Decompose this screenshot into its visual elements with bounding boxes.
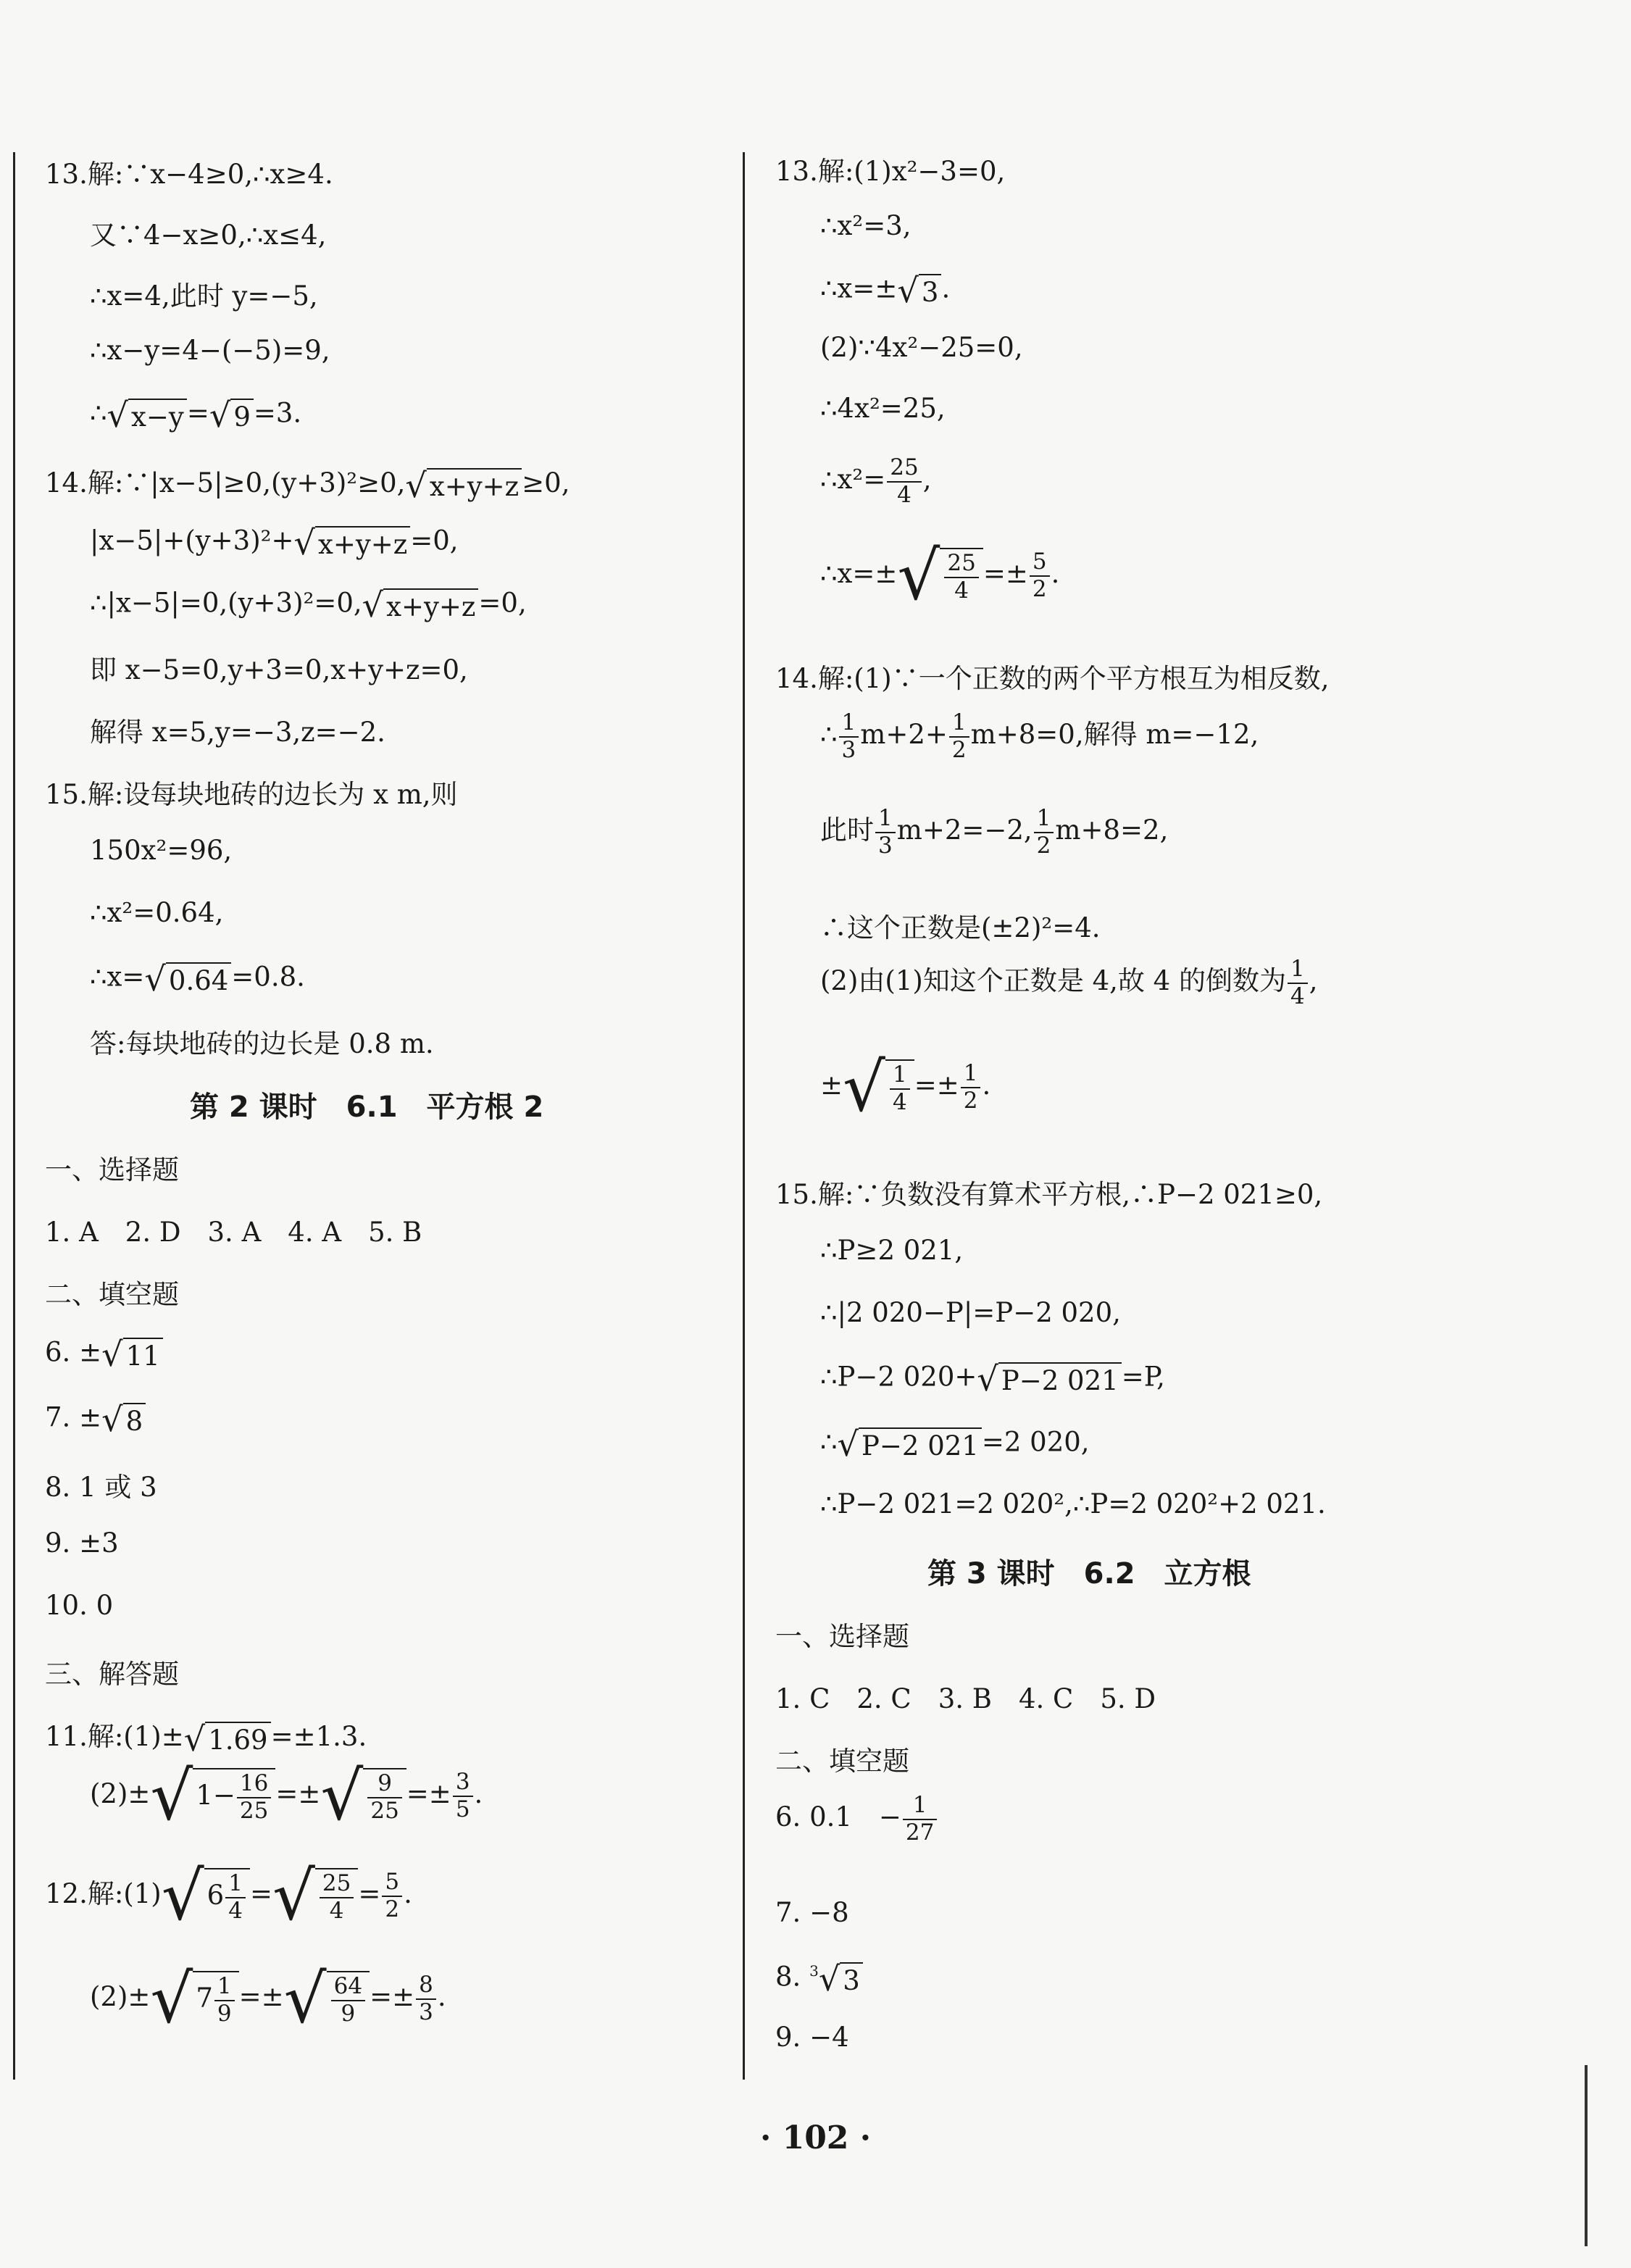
answer-13-line5: ∴√ x−y =√ 9 =3. [90,396,302,435]
answer-13-line4: ∴x−y=4−(−5)=9, [90,335,330,366]
answer-15-line5: ∴√ P−2 021 =2 020, [820,1425,1090,1464]
section-solve-heading: 三、解答题 [45,1659,179,1690]
fraction: $\frac{1}{4}$ [890,1062,910,1115]
page-number: · 102 · [759,2119,872,2156]
answer-14-line1: 14.解:∵|x−5|≥0,(y+3)²≥0,√ x+y+z ≥0, [45,465,570,505]
fill-answer-7: 7. −8 [775,1897,849,1928]
answer-13-line1: 13.解:(1)x²−3=0, [775,156,1006,187]
answer-15-line3: ∴|2 020−P|=P−2 020, [820,1297,1121,1328]
answer-13-line3: ∴x=4,此时 y=−5, [90,280,318,312]
section-2-title: 第 2 课时 6.1 平方根 2 [190,1091,544,1124]
section-3-title: 第 3 课时 6.2 立方根 [927,1557,1251,1590]
fraction: $\frac{8}{3}$ [416,1972,436,2025]
answer-13-line7: ∴x=±√ $\frac{25}{4}$ =± $\frac{5}{2}$ . [820,536,1060,615]
radical: √ x+y+z [405,466,522,505]
answer-13-line5: ∴4x²=25, [820,393,946,424]
answer-15-line1: 15.解:∵负数没有算术平方根,∴P−2 021≥0, [775,1179,1323,1210]
answer-15-line4: ∴x=√ 0.64 =0.8. [90,959,305,998]
fraction: $\frac{1}{9}$ [214,1974,235,2027]
answer-14-line3: ∴|x−5|=0,(y+3)²=0,√ x+y+z =0, [90,585,527,625]
radical: √ $\frac{64}{9}$ [284,1971,370,2027]
radical: √ x−y [107,396,187,435]
answer-15-line3: ∴x²=0.64, [90,897,224,928]
answer-13-line4: (2)∵4x²−25=0, [820,332,1023,363]
fraction: $\frac{1}{2}$ [961,1061,981,1114]
fraction: $\frac{25}{4}$ [887,455,921,508]
answer-14-line4: ∴这个正数是(±2)²=4. [820,912,1101,943]
radical: √ 3 [897,271,941,310]
column-divider [743,152,745,2080]
radical: √ 8 [101,1400,146,1439]
fill-answer-7: 7. ±√ 8 [45,1400,146,1439]
radical: √ $\frac{1}{4}$ [843,1059,914,1115]
left-margin-rule [13,152,15,2080]
fill-answer-8: 8. $^3$√ 3 [775,1959,863,1998]
fraction: $\frac{5}{2}$ [1030,549,1050,602]
answer-15-line4: ∴P−2 020+√ P−2 021 =P, [820,1359,1165,1398]
fraction: $\frac{1}{3}$ [839,710,859,763]
answer-15-line6: ∴P−2 021=2 020²,∴P=2 020²+2 021. [820,1488,1326,1519]
fraction: $\frac{1}{3}$ [875,806,896,859]
radical: √ 7 $\frac{1}{9}$ [150,1971,238,2027]
answer-13-line1: 13.解:∵x−4≥0,∴x≥4. [45,159,333,190]
answer-13-line2: 又∵4−x≥0,∴x≤4, [90,220,327,251]
answer-15-line2: ∴P≥2 021, [820,1235,964,1266]
answer-13-line3: ∴x=±√ 3 . [820,271,951,310]
radical: √ 1.69 [184,1719,271,1759]
answer-12-line1: 12.解:(1)√ 6 $\frac{1}{4}$ =√ $\frac{25}{4}$ = $\frac{5}{2}$ . [45,1856,412,1935]
fraction: $\frac{3}{5}$ [453,1769,473,1822]
fill-answer-8: 8. 1 或 3 [45,1472,157,1503]
fraction: $\frac{5}{2}$ [382,1869,402,1922]
radical: √ P−2 021 [977,1359,1121,1398]
radical: √ x+y+z [362,585,479,625]
answer-14-line6: ±√ $\frac{1}{4}$ =± $\frac{1}{2}$ . [820,1048,991,1127]
answer-12-line2: (2)±√ 7 $\frac{1}{9}$ =±√ $\frac{64}{9}$ =± $\frac{8}{3}$ . [90,1959,446,2038]
radical: √ 1− $\frac{16}{25}$ [150,1768,275,1824]
answer-11-line2: (2)±√ 1− $\frac{16}{25}$ =±√ $\frac{9}{25}$ =± $\frac{3}{5}$ . [90,1756,483,1835]
fill-answer-6: 6. ±√ 11 [45,1335,163,1374]
radical: √ 3 [819,1959,863,1998]
choice-answers: 1. C 2. C 3. B 4. C 5. D [775,1683,1156,1714]
fraction: $\frac{1}{2}$ [949,710,969,763]
answer-14-line5: 解得 x=5,y=−3,z=−2. [90,717,385,748]
radical: √ 0.64 [144,959,231,998]
fraction: $\frac{25}{4}$ [320,1871,354,1924]
fraction: $\frac{1}{2}$ [1034,806,1054,859]
radical: √ P−2 021 [838,1425,982,1464]
answer-11-line1: 11.解:(1)±√ 1.69 =±1.3. [45,1719,367,1759]
fill-answer-9: 9. ±3 [45,1527,119,1559]
choice-answers: 1. A 2. D 3. A 4. A 5. B [45,1217,422,1248]
fill-answer-9: 9. −4 [775,2022,849,2053]
answer-14-line2: |x−5|+(y+3)²+√ x+y+z =0, [90,523,459,562]
radical: √ $\frac{25}{4}$ [272,1868,358,1924]
radical: √ $\frac{9}{25}$ [320,1768,406,1824]
fraction: $\frac{16}{25}$ [237,1771,271,1824]
answer-13-line2: ∴x²=3, [820,210,912,241]
fraction: $\frac{25}{4}$ [944,551,978,604]
radical: √ x+y+z [294,523,411,562]
answer-15-line5: 答:每块地砖的边长是 0.8 m. [90,1028,434,1059]
radical: √ $\frac{25}{4}$ [897,548,983,604]
answer-14-line1: 14.解:(1)∵一个正数的两个平方根互为相反数, [775,663,1330,694]
fill-answer-10: 10. 0 [45,1590,114,1621]
answer-14-line3: 此时 $\frac{1}{3}$ m+2=−2, $\frac{1}{2}$ m+8=2, [820,805,1169,859]
fraction: $\frac{1}{4}$ [225,1871,246,1924]
answer-14-line2: ∴ $\frac{1}{3}$ m+2+ $\frac{1}{2}$ m+8=0,解得 m=−12, [820,709,1259,763]
radical: √ 9 [209,396,254,435]
answer-15-line2: 150x²=96, [90,835,233,866]
fill-answer-6: 6. 0.1 − $\frac{1}{27}$ [775,1793,938,1846]
answer-14-line4: 即 x−5=0,y+3=0,x+y+z=0, [90,654,468,685]
radical: √ 11 [101,1335,163,1374]
fraction: $\frac{9}{25}$ [367,1771,401,1824]
fraction: $\frac{64}{9}$ [331,1974,365,2027]
fraction: $\frac{1}{27}$ [903,1793,937,1846]
answer-13-line6: ∴x²= $\frac{25}{4}$ , [820,454,932,508]
section-fill-heading: 二、填空题 [775,1746,909,1777]
answer-15-line1: 15.解:设每块地砖的边长为 x m,则 [45,779,458,810]
radical: √ 6 $\frac{1}{4}$ [162,1868,250,1924]
answer-14-line5: (2)由(1)知这个正数是 4,故 4 的倒数为 $\frac{1}{4}$ , [820,956,1318,1009]
scan-edge-mark [1585,2065,1588,2246]
fraction: $\frac{1}{4}$ [1288,956,1308,1009]
section-choice-heading: 一、选择题 [775,1621,909,1652]
section-fill-heading: 二、填空题 [45,1279,179,1310]
section-choice-heading: 一、选择题 [45,1154,179,1185]
